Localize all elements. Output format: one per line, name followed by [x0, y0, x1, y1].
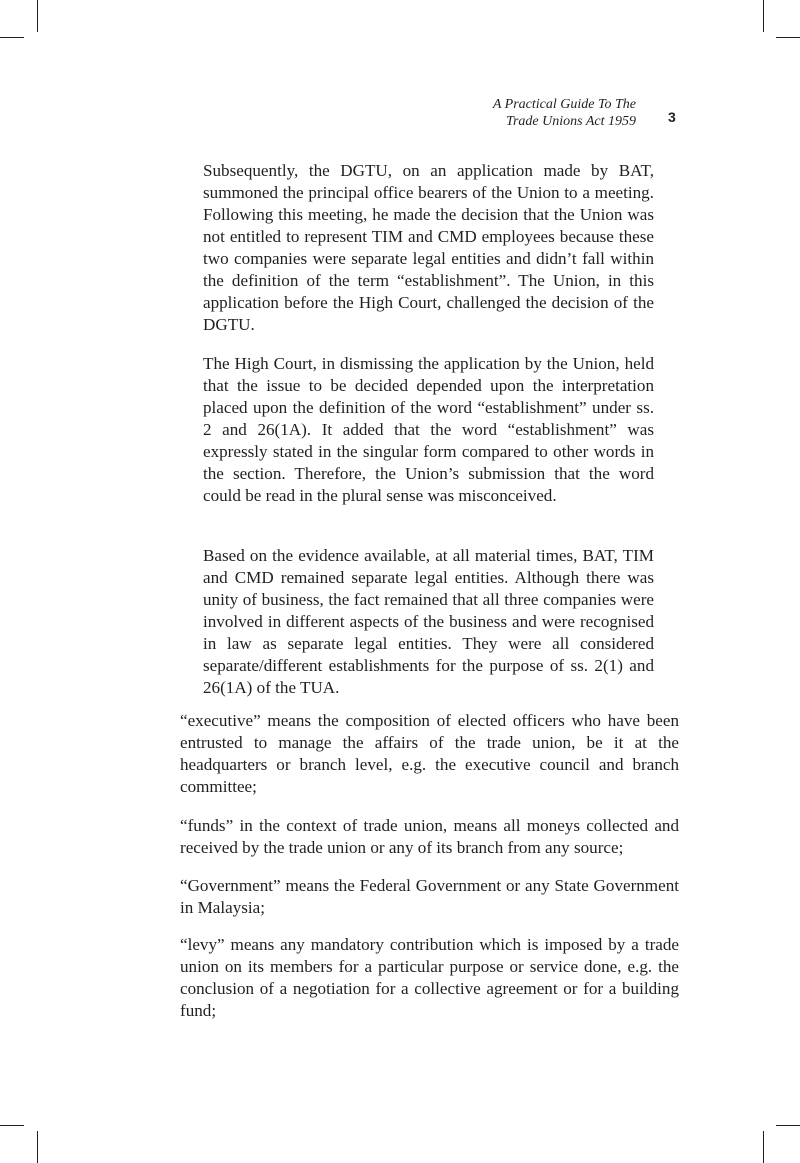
definition-government: “Government” means the Federal Government or any State Government in Malaysia; — [180, 876, 679, 917]
crop-mark-bottom-left-horizontal — [0, 1125, 24, 1126]
definition-funds: “funds” in the context of trade union, means all moneys collected and received by the trade union or any of its branch from any source; — [180, 816, 679, 857]
crop-mark-top-left — [37, 0, 38, 32]
running-header-line-2: Trade Unions Act 1959 — [505, 114, 636, 129]
running-header — [420, 96, 636, 130]
crop-mark-bottom-right-horizontal — [776, 1125, 800, 1126]
case-paragraph-2: The High Court, in dismissing the application by the Union, held that the issue to be decided depended upon the interpretation placed upon the definition of the word “establishment” under ss. 2 and 26(1A). It added that the word “establishment” was expressly stated in the singular form compared to other words in the section. Therefore, the Union’s submission that the word could be read in the plural sense was misconceived. — [203, 354, 654, 505]
crop-mark-bottom-left — [37, 1131, 38, 1163]
running-header-line-1: A Practical Guide To The — [492, 97, 636, 112]
case-paragraph-3: Based on the evidence available, at all material times, BAT, TIM and CMD remained separate legal entities. Although there was unity of business, the fact remained that all three companies were involved in different aspects of the business and were recognised in law as separate legal entities. They were all considered separate/different establishments for the purpose of ss. 2(1) and 26(1A) of the TUA. — [203, 546, 654, 697]
crop-mark-top-right — [763, 0, 764, 32]
crop-mark-top-right-horizontal — [776, 37, 800, 38]
crop-mark-top-left-horizontal — [0, 37, 24, 38]
case-paragraph-1: Subsequently, the DGTU, on an application made by BAT, summoned the principal office bearers of the Union to a meeting. Following this meeting, he made the decision that the Union was not entitled to represent TIM and CMD employees because these two companies were separate legal entities and didn’t fall within the definition of the term “establishment”. The Union, in this application before the High Court, challenged the decision of the DGTU. — [203, 161, 654, 334]
definition-executive: “executive” means the composition of elected officers who have been entrusted to manage the affairs of the trade union, be it at the headquarters or branch level, e.g. the executive council and branch committee; — [180, 711, 679, 796]
definition-levy: “levy” means any mandatory contribution which is imposed by a trade union on its members for a particular purpose or service done, e.g. the conclusion of a negotiation for a collective agreement or for a building fund; — [180, 935, 679, 1020]
page-number: 3 — [668, 109, 676, 125]
crop-mark-bottom-right — [763, 1131, 764, 1163]
